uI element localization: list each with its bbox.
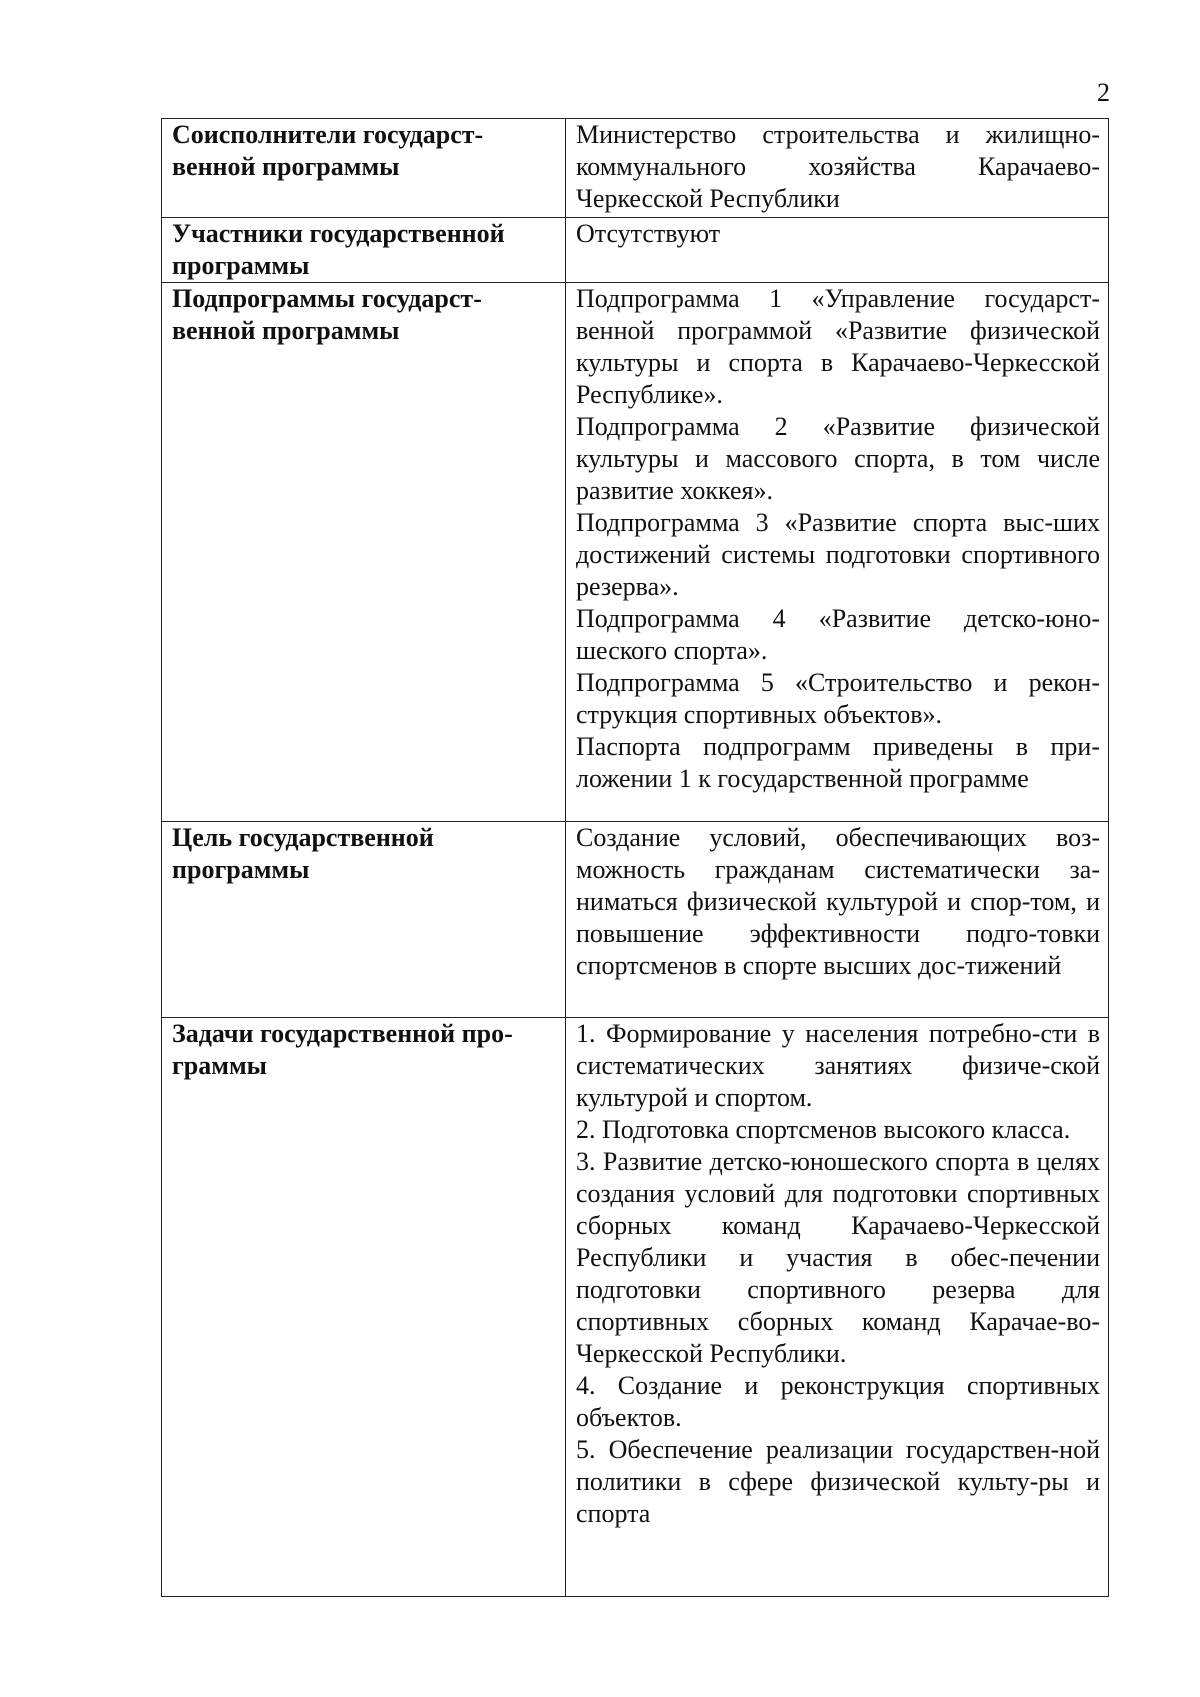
- subprogram-1: Подпрограмма 1 «Управление государст-венной программой «Развитие физической культуры и спорта в Карачаево-Черкесской Республике».: [576, 284, 1100, 409]
- table-row-subprograms: [162, 283, 1109, 822]
- table-row-goal: [162, 822, 1109, 1018]
- subprogram-3: Подпрограмма 3 «Развитие спорта выс-ших достижений системы подготовки спортивного резерва».: [576, 508, 1100, 601]
- table-row-coexecutors: [162, 119, 1109, 218]
- coexecutors-paragraph: Министерство строительства и жилищно-коммунального хозяйства Карачаево-Черкесской Республики: [576, 120, 1100, 213]
- task-4: 4. Создание и реконструкция спортивных объектов.: [576, 1371, 1100, 1432]
- goal-value: [566, 822, 1109, 1018]
- participants-value: [566, 218, 1109, 283]
- subprogram-2: Подпрограмма 2 «Развитие физической культуры и массового спорта, в том числе развитие хоккея».: [576, 412, 1100, 505]
- table-row-participants: [162, 218, 1109, 283]
- subprogram-5: Подпрограмма 5 «Строительство и рекон-струкция спортивных объектов».: [576, 668, 1100, 729]
- subprogram-4: Подпрограмма 4 «Развитие детско-юно-шеского спорта».: [576, 604, 1100, 665]
- task-5: 5. Обеспечение реализации государствен-ной политики в сфере физической культу-ры и спорта: [576, 1435, 1100, 1528]
- task-2: 2. Подготовка спортсменов высокого класса.: [576, 1115, 1071, 1144]
- task-3: 3. Развитие детско-юношеского спорта в целях создания условий для подготовки спортивных сборных команд Карачаево-Черкесской Республики и участия в обес-печении подготовки спортивного резерва для спортивных сборных команд Карачае-во-Черкесской Республики.: [576, 1147, 1100, 1368]
- program-passport-table: [161, 118, 1109, 1597]
- page-number: 2: [1097, 78, 1110, 107]
- subprograms-value: [566, 283, 1109, 822]
- task-1: 1. Формирование у населения потребно-сти в систематических занятиях физиче-ской культурой и спортом.: [576, 1019, 1100, 1112]
- subprograms-label: Подпрограммы государст-венной программы: [162, 283, 566, 822]
- participants-label: Участники государственной программы: [162, 218, 566, 283]
- participants-paragraph: Отсутствуют: [576, 219, 721, 248]
- tasks-label: Задачи государственной про-граммы: [162, 1018, 566, 1597]
- goal-paragraph: Создание условий, обеспечивающих воз-можность гражданам систематически за-ниматься физической культурой и спор-том, и повышение эффективности подго-товки спортсменов в спорте высших дос-тижений: [576, 823, 1100, 980]
- coexecutors-value: [566, 119, 1109, 218]
- tasks-value: [566, 1018, 1109, 1597]
- table-row-tasks: [162, 1018, 1109, 1597]
- subprograms-passports-note: Паспорта подпрограмм приведены в при-ложении 1 к государственной программе: [576, 732, 1100, 793]
- coexecutors-label: Соисполнители государст-венной программы: [162, 119, 566, 218]
- goal-label: Цель государственной программы: [162, 822, 566, 1018]
